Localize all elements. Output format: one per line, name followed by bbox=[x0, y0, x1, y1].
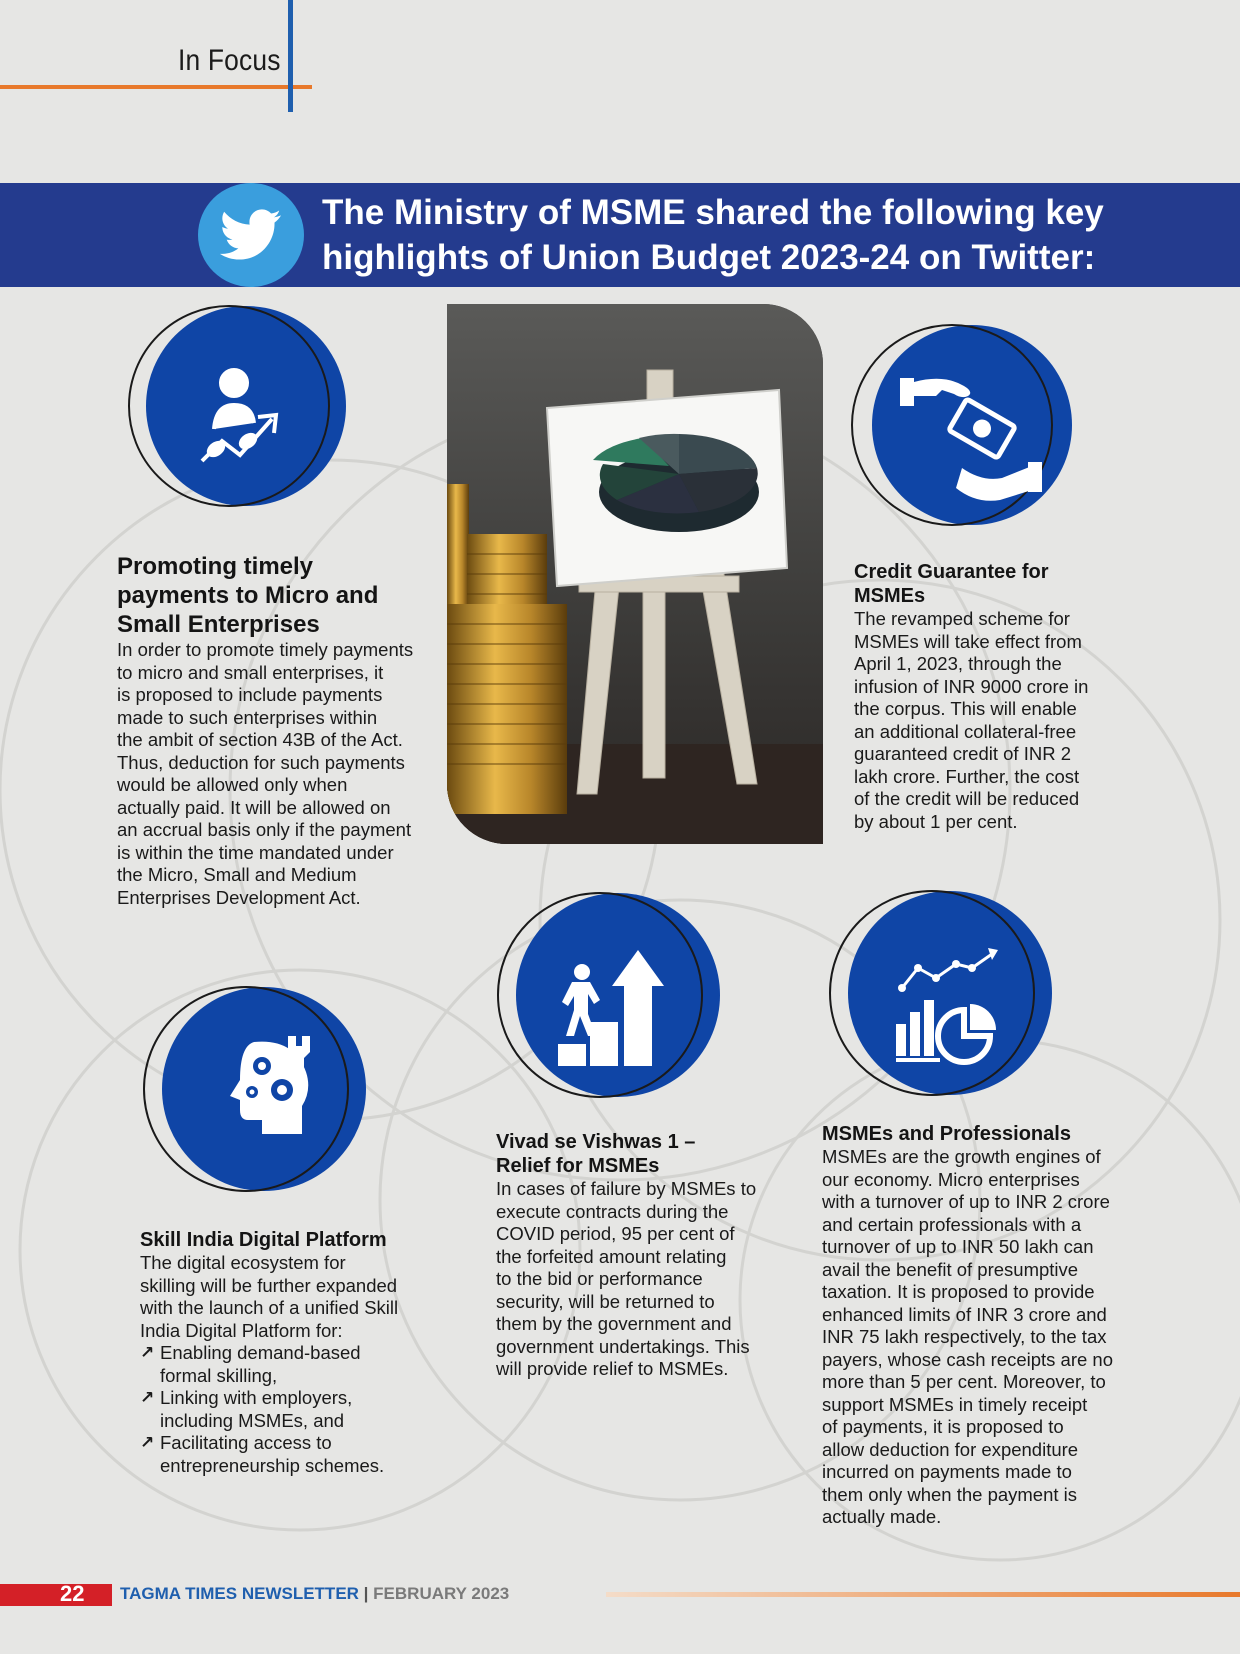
professionals-body bbox=[822, 1146, 1122, 1529]
body-line: made to such enterprises within bbox=[117, 706, 378, 728]
body-line: execute contracts during the bbox=[496, 1200, 729, 1222]
section-tag: In Focus bbox=[178, 44, 281, 77]
body-line: enhanced limits of INR 3 crore and bbox=[822, 1303, 1107, 1325]
body-line: payers, whose cash receipts are no bbox=[822, 1348, 1114, 1370]
body-line: MSMEs will take effect from bbox=[854, 630, 1082, 652]
bullet-line: Enabling demand-based bbox=[160, 1342, 361, 1363]
section-tag-divider bbox=[288, 0, 293, 112]
title-line: payments to Micro and bbox=[117, 582, 379, 609]
body-line: MSMEs are the growth engines of bbox=[822, 1146, 1101, 1167]
body-line: COVID period, 95 per cent of bbox=[496, 1223, 735, 1244]
bullet-line: formal skilling, bbox=[160, 1364, 278, 1386]
banner-title-line-2: highlights of Union Budget 2023-24 on Twitter: bbox=[322, 238, 1096, 277]
professionals-section bbox=[822, 1122, 1122, 1529]
body-line: with the launch of a unified Skill bbox=[140, 1297, 399, 1318]
body-line: turnover of up to INR 50 lakh can bbox=[822, 1236, 1094, 1257]
body-line: is proposed to include payments bbox=[117, 684, 383, 705]
body-line: lakh crore. Further, the cost bbox=[854, 765, 1080, 787]
body-line: support MSMEs in timely receipt bbox=[822, 1393, 1088, 1415]
list-item bbox=[140, 1387, 420, 1432]
body-line: allow deduction for expenditure bbox=[822, 1438, 1079, 1460]
body-line: infusion of INR 9000 crore in bbox=[854, 675, 1089, 697]
body-line: by about 1 per cent. bbox=[854, 810, 1018, 832]
twitter-badge bbox=[198, 183, 304, 287]
list-item bbox=[140, 1342, 420, 1387]
footer-publication bbox=[120, 1584, 509, 1604]
twitter-bird-icon bbox=[220, 209, 282, 261]
footer-gradient-line bbox=[606, 1592, 1240, 1597]
chart-board bbox=[547, 390, 787, 586]
timely-payments-icon-circle bbox=[126, 303, 352, 509]
footer-separator: | bbox=[363, 1584, 369, 1603]
professionals-icon-circle bbox=[826, 888, 1066, 1098]
skill-india-section bbox=[140, 1228, 420, 1477]
body-line: more than 5 per cent. Moreover, to bbox=[822, 1371, 1106, 1392]
easel-pie-chart-photo bbox=[447, 304, 823, 844]
body-line: an accrual basis only if the payment bbox=[117, 819, 412, 840]
body-line: The digital ecosystem for bbox=[140, 1252, 346, 1273]
bullet-line: Facilitating access to bbox=[160, 1432, 332, 1453]
vivad-section bbox=[496, 1130, 766, 1381]
body-line: actually made. bbox=[822, 1506, 942, 1527]
body-line: April 1, 2023, through the bbox=[854, 653, 1062, 674]
vivad-body bbox=[496, 1178, 766, 1381]
page-number: 22 bbox=[60, 1581, 85, 1606]
body-line: the ambit of section 43B of the Act. bbox=[117, 729, 403, 750]
skill-india-title: Skill India Digital Platform bbox=[140, 1229, 387, 1251]
body-line: incurred on payments made to bbox=[822, 1461, 1072, 1482]
skill-india-icon-circle bbox=[140, 984, 380, 1194]
issue-date: FEBRUARY 2023 bbox=[373, 1584, 510, 1603]
arrow-up-right-icon: ↗ bbox=[140, 1388, 155, 1407]
title-line: Promoting timely bbox=[117, 553, 314, 580]
body-line: is within the time mandated under bbox=[117, 841, 394, 863]
list-item bbox=[140, 1432, 420, 1477]
body-line: and certain professionals with a bbox=[822, 1213, 1082, 1235]
body-line: the forfeited amount relating bbox=[496, 1245, 727, 1267]
title-line: MSMEs bbox=[854, 585, 926, 607]
body-line: government undertakings. This bbox=[496, 1335, 750, 1357]
body-line: our economy. Micro enterprises bbox=[822, 1168, 1080, 1190]
body-line: would be allowed only when bbox=[117, 774, 348, 795]
bullet-line: entrepreneurship schemes. bbox=[160, 1454, 385, 1476]
body-line: guaranteed credit of INR 2 bbox=[854, 743, 1071, 764]
body-line: India Digital Platform for: bbox=[140, 1319, 343, 1341]
title-line: Relief for MSMEs bbox=[496, 1155, 660, 1177]
bullet-line: including MSMEs, and bbox=[160, 1409, 345, 1431]
body-line: will provide relief to MSMEs. bbox=[496, 1358, 729, 1379]
body-line: the Micro, Small and Medium bbox=[117, 864, 357, 885]
body-line: to micro and small enterprises, it bbox=[117, 661, 384, 683]
body-line: Enterprises Development Act. bbox=[117, 886, 361, 908]
arrow-up-right-icon: ↗ bbox=[140, 1433, 155, 1452]
bullet-line: Linking with employers, bbox=[160, 1387, 353, 1408]
body-line: skilling will be further expanded bbox=[140, 1274, 398, 1296]
title-line: Small Enterprises bbox=[117, 611, 320, 638]
body-line: with a turnover of up to INR 2 crore bbox=[822, 1191, 1110, 1212]
section-tag-underline bbox=[0, 85, 312, 89]
timely-payments-title bbox=[117, 552, 427, 639]
body-line: The revamped scheme for bbox=[854, 608, 1070, 629]
timely-payments-body bbox=[117, 639, 427, 909]
body-line: In order to promote timely payments bbox=[117, 639, 414, 660]
body-line: them only when the payment is bbox=[822, 1483, 1078, 1505]
body-line: an additional collateral-free bbox=[854, 720, 1077, 742]
body-line: of the credit will be reduced bbox=[854, 788, 1080, 809]
body-line: the corpus. This will enable bbox=[854, 698, 1077, 719]
body-line: to the bid or performance bbox=[496, 1268, 703, 1289]
credit-guarantee-title bbox=[854, 560, 1114, 608]
body-line: actually paid. It will be allowed on bbox=[117, 796, 391, 818]
banner-title-line-1: The Ministry of MSME shared the following key bbox=[322, 193, 1104, 232]
publication-name: TAGMA TIMES NEWSLETTER bbox=[120, 1584, 359, 1603]
vivad-title bbox=[496, 1130, 766, 1178]
title-line: Vivad se Vishwas 1 – bbox=[496, 1131, 696, 1153]
body-line: taxation. It is proposed to provide bbox=[822, 1281, 1095, 1302]
credit-guarantee-body bbox=[854, 608, 1114, 833]
body-line: In cases of failure by MSMEs to bbox=[496, 1178, 757, 1199]
body-line: them by the government and bbox=[496, 1313, 732, 1334]
page-number-bar bbox=[0, 1584, 112, 1606]
body-line: of payments, it is proposed to bbox=[822, 1416, 1064, 1437]
skill-india-body bbox=[140, 1252, 420, 1477]
arrow-up-right-icon: ↗ bbox=[140, 1343, 155, 1362]
credit-guarantee-section bbox=[854, 560, 1114, 833]
title-line: Credit Guarantee for bbox=[854, 561, 1049, 583]
skill-india-bullet-list bbox=[140, 1342, 420, 1477]
body-line: Thus, deduction for such payments bbox=[117, 751, 405, 773]
body-line: security, will be returned to bbox=[496, 1290, 715, 1312]
credit-guarantee-icon-circle bbox=[844, 322, 1084, 528]
banner-title bbox=[322, 190, 1222, 280]
body-line: INR 75 lakh respectively, to the tax bbox=[822, 1326, 1107, 1347]
timely-payments-section bbox=[117, 552, 427, 909]
body-line: avail the benefit of presumptive bbox=[822, 1258, 1079, 1280]
professionals-title: MSMEs and Professionals bbox=[822, 1123, 1071, 1145]
vivad-icon-circle bbox=[494, 890, 734, 1100]
